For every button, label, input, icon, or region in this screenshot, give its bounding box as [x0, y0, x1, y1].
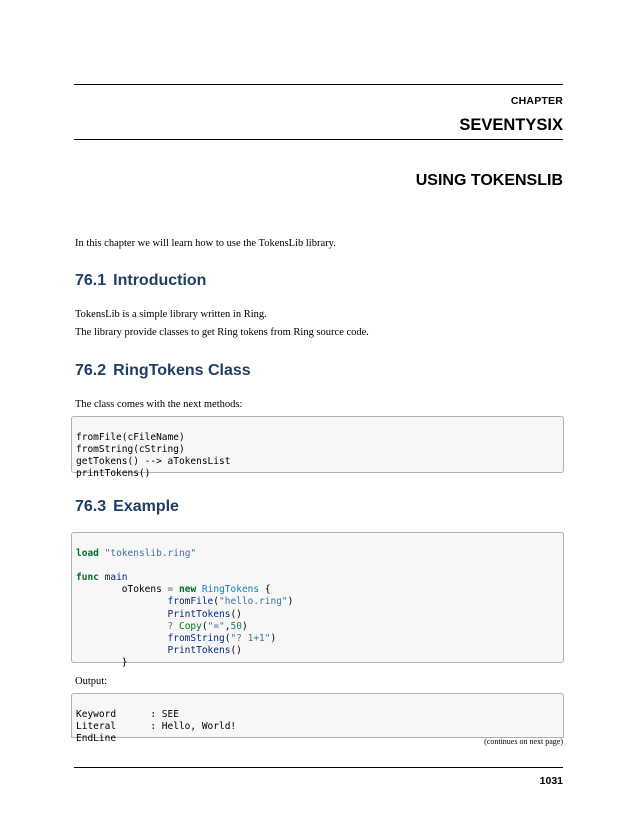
code-line: fromFile(cFileName): [76, 432, 185, 444]
section-heading-introduction: [75, 272, 206, 290]
code-function: PrintTokens: [167, 608, 231, 620]
section-number: 76.1: [75, 272, 107, 289]
section-heading-ringtokens-class: [75, 362, 251, 380]
footer-rule: [74, 767, 563, 768]
code-string: "hello.ring": [219, 596, 288, 608]
methods-code-block: [71, 416, 564, 480]
code-function: fromFile: [167, 596, 214, 608]
code-keyword: func: [76, 572, 99, 584]
code-line: [76, 657, 559, 669]
code-class: RingTokens: [201, 584, 260, 596]
chapter-title: USING TOKENSLIB: [415, 172, 563, 189]
chapter-rule: [74, 139, 563, 140]
code-function: Copy: [178, 620, 202, 632]
code-number: 50: [230, 620, 242, 632]
code-line: ? Copy("=",50): [167, 620, 248, 632]
code-string: "? 1+1": [230, 632, 271, 644]
code-variable: oTokens: [121, 584, 162, 596]
code-line: [76, 560, 559, 572]
section-title: Introduction: [113, 272, 207, 289]
code-line: [76, 548, 559, 560]
code-line: getTokens() --> aTokensList: [76, 456, 231, 468]
output-line: Keyword : SEE: [76, 709, 179, 721]
code-keyword: new: [179, 584, 197, 596]
chapter-number: SEVENTYSIX: [459, 116, 563, 134]
code-brace: }: [121, 656, 128, 668]
code-operator: =: [167, 584, 174, 596]
paragraph: TokensLib is a simple library written in Ring.: [75, 309, 267, 320]
code-function: fromString: [167, 632, 225, 644]
section-heading-example: [75, 498, 179, 516]
paragraph: The class comes with the next methods:: [75, 399, 243, 410]
code-line: fromString(cString): [76, 444, 185, 456]
code-line: PrintTokens(): [167, 644, 242, 656]
section-title: RingTokens Class: [113, 362, 251, 379]
code-line: [76, 584, 559, 596]
output-line: EndLine: [76, 733, 117, 745]
section-number: 76.3: [75, 498, 107, 515]
code-keyword: load: [76, 548, 99, 560]
code-operator: ?: [167, 620, 174, 632]
example-code-block: [71, 532, 564, 668]
code-string: "=": [207, 620, 225, 632]
paragraph: The library provide classes to get Ring tokens from Ring source code.: [75, 327, 369, 338]
code-function: main: [104, 572, 128, 584]
code-string: "tokenslib.ring": [104, 548, 197, 560]
intro-paragraph: In this chapter we will learn how to use the TokensLib library.: [75, 238, 336, 249]
code-brace: {: [264, 584, 271, 596]
code-line: PrintTokens(): [167, 608, 242, 620]
code-line: printTokens(): [76, 468, 151, 480]
output-line: Literal : Hello, World!: [76, 721, 237, 733]
code-line: [76, 572, 559, 584]
code-line: fromString("? 1+1"): [167, 632, 277, 644]
page-number: 1031: [539, 775, 563, 787]
section-title: Example: [113, 498, 179, 515]
section-number: 76.2: [75, 362, 107, 379]
continues-note: (continues on next page): [484, 737, 563, 746]
top-rule: [74, 84, 563, 85]
chapter-label: CHAPTER: [510, 95, 563, 107]
output-label: Output:: [75, 676, 108, 687]
code-line: fromFile("hello.ring"): [167, 596, 294, 608]
code-function: PrintTokens: [167, 644, 231, 656]
